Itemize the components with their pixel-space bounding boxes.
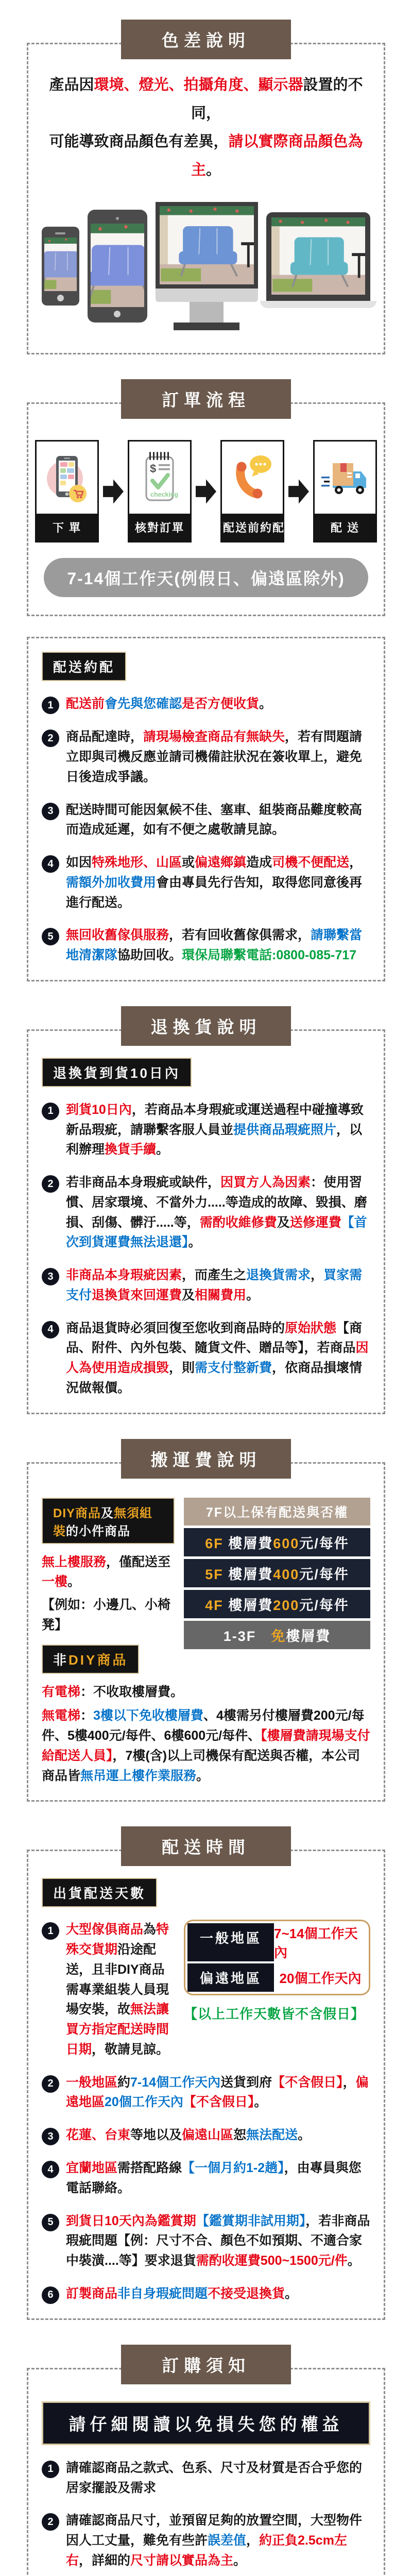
step-delivery — [313, 440, 377, 543]
returns-items — [42, 1100, 370, 1398]
item-text: 大型傢俱商品為特殊交貨期沿途配送，且非DIY商品需專業組裝人員現場安裝，故無法讓買方指定配送時間日期，敬請見諒。 — [66, 1922, 169, 2057]
laptop-frame — [266, 212, 370, 301]
returns-box — [27, 1029, 385, 1414]
color-note-line-1: 產品因環境、燈光、拍攝角度、顯示器設置的不同， — [49, 77, 363, 122]
item-number-badge: 3 — [42, 2128, 59, 2145]
floor-fee-free-row: 1-3F 免樓層費 — [184, 1621, 370, 1649]
delivery-days-table — [184, 1920, 370, 1995]
floor-fee-table-header: 7F以上保有配送與否權 — [184, 1498, 370, 1526]
purchase-notes-items — [42, 2458, 370, 2576]
item-number-badge: 4 — [42, 2161, 59, 2178]
item-number-badge: 1 — [42, 2461, 59, 2478]
item-text: 商品退貨時必須回復至您收到商品時的原始狀態【商品、附件、內外包裝、隨貨文件、贈品等】，若商品因人為使用造成損毀，則需支付整新費，依商品損壞情況做報價。 — [66, 1320, 369, 1395]
returns-item — [42, 1173, 370, 1252]
item-text: 一般地區約7-14個工作天內送貨到府【不含假日】，偏遠地區20個工作天內【不含假日】。 — [66, 2075, 369, 2110]
monitor-stand — [190, 302, 224, 323]
checking-text: checking — [150, 491, 179, 499]
section-title-purchase-notes: 訂購須知 — [121, 2345, 291, 2384]
delivery-time-items — [42, 2073, 370, 2304]
item-number-badge: 2 — [42, 2513, 59, 2531]
section-moving-fee — [0, 1439, 412, 1802]
laptop-device — [266, 212, 370, 308]
item-number-badge: 4 — [42, 855, 59, 873]
monitor-frame — [156, 202, 259, 289]
arrow-right-icon — [103, 478, 124, 505]
section-title-color-difference: 色差說明 — [121, 20, 291, 59]
floor-fee-row: 6F 樓層費600元/每件 — [184, 1528, 370, 1556]
sofa-photo — [271, 217, 365, 295]
sofa-photo — [44, 238, 77, 291]
floor-fee-row: 5F 樓層費400元/每件 — [184, 1559, 370, 1587]
item-number-badge: 2 — [42, 2075, 59, 2093]
delivery-time-item — [42, 2211, 370, 2271]
floor-fee-rows — [184, 1528, 370, 1618]
delivery-time-item — [42, 2284, 370, 2304]
section-title-moving-fee: 搬運費說明 — [121, 1439, 291, 1479]
phone-order-icon — [37, 442, 97, 514]
step-pre-delivery-call — [220, 440, 284, 543]
color-difference-box — [27, 43, 385, 354]
item-text: 若非商品本身瑕疵或缺件，因買方人為因素：使用習慣、居家環境、不當外力.....等造成的故障、毀損、磨損、刮傷、髒汙.....等，需酌收維修費及送修運費【首次到貨運費無法退還】。 — [66, 1175, 367, 1250]
phone-large-screen — [91, 224, 144, 307]
area-leadtime: 7~14個工作天內 — [274, 1926, 358, 1961]
area-leadtime: 20個工作天內 — [279, 1971, 362, 1987]
section-title-returns: 退換貨說明 — [121, 1006, 291, 1046]
monitor-base — [174, 323, 239, 330]
step-place-order — [35, 440, 99, 543]
moving-fee-box — [27, 1462, 385, 1802]
laptop-screen — [271, 217, 365, 295]
item-text: 到貨10日內，若商品本身瑕疵或運送過程中碰撞導致新品瑕疵，請聯繫客服人員並提供商品瑕疵照片，以利辦理換貨手續。 — [66, 1102, 364, 1157]
item-text: 無回收舊傢俱服務，若有回收舊傢俱需求，請聯繫當地清潔隊協助回收。環保局聯繫電話:0800-085-717 — [66, 928, 363, 963]
item-number-badge: 5 — [42, 928, 59, 945]
item-text: 商品配達時，請現場檢查商品有無缺失，若有問題請立即與司機反應並請司機備註狀況在簽收單上，避免日後造成爭議。 — [66, 730, 363, 784]
checklist-icon — [129, 442, 190, 514]
monitor-screen — [160, 206, 254, 284]
item-number-badge: 4 — [42, 1321, 59, 1338]
item-text: 花蓮、台東等地以及偏遠山區恕無法配送。 — [66, 2128, 311, 2143]
phone-large-device — [88, 210, 147, 323]
item-number-badge: 6 — [42, 2286, 59, 2304]
returns-item — [42, 1100, 370, 1160]
delivery-contact-item — [42, 853, 370, 912]
step-label: 配送前約配 — [222, 514, 283, 541]
color-note-line-2: 可能導致商品顏色有差異，請以實際商品顏色為主。 — [49, 133, 363, 179]
area-name: 偏遠地區 — [187, 1963, 274, 1992]
order-flow-box — [27, 402, 385, 616]
non-diy-products-label: 非DIY商品 — [42, 1645, 139, 1674]
phone-small-screen — [44, 238, 77, 291]
purchase-note-item — [42, 2458, 370, 2498]
step-label: 下 單 — [37, 514, 97, 541]
workdays-note: 【以上工作天數皆不含假日】 — [184, 2006, 365, 2022]
phone-small-device — [42, 227, 79, 306]
delivery-time-item — [42, 2158, 370, 2198]
delivery-contact-item — [42, 727, 370, 787]
item-text: 訂製商品非自身瑕疵問題不接受退換貨。 — [66, 2286, 298, 2301]
section-title-delivery-time: 配送時間 — [121, 1826, 291, 1866]
step-label: 核對訂單 — [129, 514, 190, 541]
section-order-flow — [0, 379, 412, 616]
delivery-contact-label: 配送約配 — [42, 652, 126, 681]
item-number-badge: 2 — [42, 730, 59, 747]
section-title-order-flow: 訂單流程 — [121, 379, 291, 419]
item-number-badge: 1 — [42, 1922, 59, 1940]
diy-products-example: 【例如：小邊几、小椅凳】 — [42, 1598, 171, 1632]
delivery-days-row — [187, 1923, 367, 1961]
device-comparison-illustration — [42, 202, 370, 330]
section-delivery-contact — [27, 637, 385, 981]
moving-fee-left-column — [42, 1498, 175, 1674]
step-verify-order — [128, 440, 192, 543]
item-text: 請確認商品之款式、色系、尺寸及材質是否合乎您的居家擺設及需求 — [66, 2460, 363, 2495]
floor-fee-table — [184, 1498, 370, 1674]
delivery-time-item-1 — [42, 1920, 175, 2059]
sofa-photo — [91, 224, 144, 307]
delivery-contact-item — [42, 925, 370, 965]
item-number-badge: 3 — [42, 803, 59, 820]
section-returns — [0, 1006, 412, 1414]
phone-speaker — [55, 232, 65, 234]
item-text: 宜蘭地區需搭配路線【一個月約1-2趟】，由專員與您電話聯絡。 — [66, 2161, 362, 2195]
sofa-photo — [160, 206, 254, 284]
delivery-days-panel — [184, 1920, 370, 2059]
step-label: 配 送 — [315, 514, 375, 541]
no-elevator-note: 無電梯：3樓以下免收樓層費、4樓需另付樓層費200元/每件、5樓400元/每件、6樓600元/每件、【樓層費請現場支付給配送人員】，7樓(含)以上司機保有配送與否權，本公司商品皆無吊運上樓作業服務。 — [42, 1708, 370, 1783]
item-number-badge: 5 — [42, 2214, 59, 2231]
phone-home-button — [114, 311, 121, 317]
returns-item — [42, 1318, 370, 1398]
order-flow-steps — [42, 440, 370, 543]
section-color-difference — [0, 20, 412, 354]
purchase-note-item — [42, 2511, 370, 2570]
delivery-time-box — [27, 1850, 385, 2320]
desktop-monitor-device — [156, 202, 259, 330]
returns-window-label: 退換貨到貨10日內 — [42, 1058, 192, 1087]
item-text: 配送前會先與您確認是否方便收貨。 — [66, 697, 272, 711]
delivery-contact-item — [42, 800, 370, 840]
returns-item — [42, 1265, 370, 1306]
item-number-badge: 3 — [42, 1268, 59, 1285]
item-text: 到貨日10天內為鑑賞期【鑑賞期非試用期】，若非商品瑕疵問題【例：尺寸不合、顏色不如預期、不適合家中裝潢....等】要求退貨需酌收運費500~1500元/件。 — [66, 2213, 370, 2268]
delivery-time-item — [42, 2073, 370, 2113]
monitor-chin — [156, 289, 259, 302]
item-number-badge: 1 — [42, 1103, 59, 1120]
item-text: 如因特殊地形、山區或偏遠鄉鎮造成司機不便配送，需額外加收費用會由專員先行告知，取得您同意後再進行配送。 — [66, 855, 363, 910]
svg-text:$: $ — [150, 462, 157, 476]
shipping-days-label: 出貨配送天數 — [42, 1878, 157, 1907]
elevator-note: 有電梯：不收取樓層費。 — [42, 1684, 184, 1699]
item-text: 請確認商品尺寸，並預留足夠的放置空間，大型物件因人工丈量，難免有些許誤差值，約正負2.5cm左右，詳細的尺寸請以實品為主。 — [66, 2513, 363, 2568]
item-text: 非商品本身瑕疵因素，而產生之退換貨需求，買家需支付退換貨來回運費及相關費用。 — [66, 1268, 363, 1302]
item-number-badge: 2 — [42, 1175, 59, 1193]
item-number-badge: 1 — [42, 697, 59, 714]
item-text: 配送時間可能因氣候不佳、塞車、組裝商品難度較高而造成延遲，如有不便之處敬請見諒。 — [66, 802, 363, 837]
read-carefully-banner: 請仔細閱讀以免損失您的權益 — [42, 2401, 370, 2445]
lead-time-pill: 7-14個工作天(例假日、偏遠區除外) — [44, 558, 368, 597]
delivery-contact-item — [42, 694, 370, 714]
arrow-right-icon — [288, 478, 309, 505]
laptop-base — [260, 301, 376, 308]
phone-home-button — [57, 295, 64, 301]
section-delivery-time — [0, 1826, 412, 2320]
delivery-days-row — [187, 1963, 367, 1992]
purchase-notes-box — [27, 2368, 385, 2576]
delivery-time-item — [42, 2125, 370, 2145]
phone-camera — [116, 217, 119, 220]
delivery-contact-items — [42, 694, 370, 965]
section-purchase-notes — [0, 2345, 412, 2576]
truck-icon — [315, 442, 375, 514]
diy-products-label: DIY商品及無須組裝的小件商品 — [42, 1498, 175, 1544]
area-name: 一般地區 — [187, 1923, 274, 1961]
phone-call-icon — [222, 442, 283, 514]
floor-fee-row: 4F 樓層費200元/每件 — [184, 1590, 370, 1618]
arrow-right-icon — [196, 478, 216, 505]
diy-products-note: 無上樓服務，僅配送至一樓。 — [42, 1554, 171, 1589]
